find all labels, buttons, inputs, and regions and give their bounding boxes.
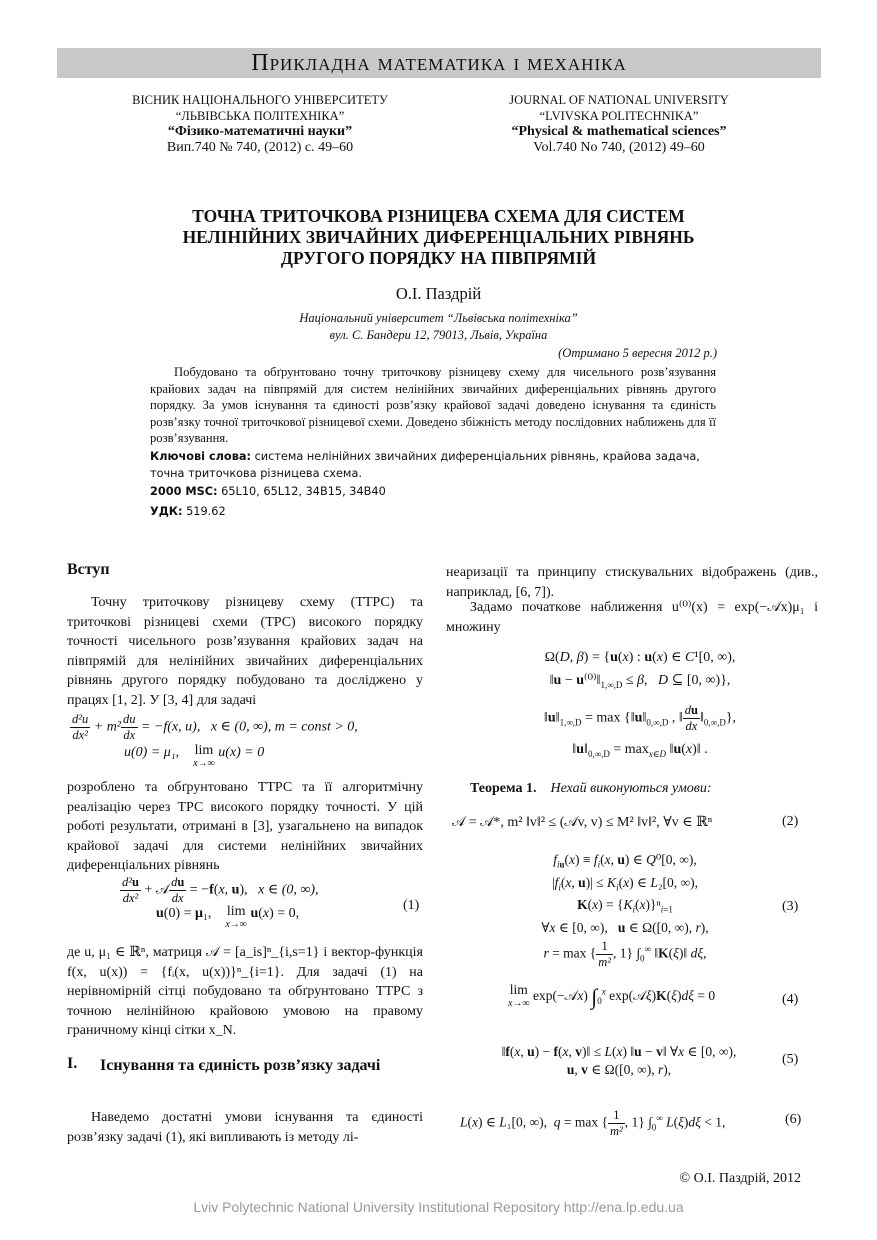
- title-line-1: ТОЧНА ТРИТОЧКОВА РІЗНИЦЕВА СХЕМА ДЛЯ СИСТЕМ: [192, 206, 685, 226]
- header-left-line2: “ЛЬВІВСЬКА ПОЛІТЕХНІКА”: [175, 109, 345, 123]
- keywords-text: система нелінійних звичайних диференціальних рівнянь, крайова задача, точна триточкова різницева схема.: [150, 450, 700, 480]
- paper-title: [80, 206, 797, 269]
- section-intro-heading: Вступ: [67, 561, 110, 578]
- intro-paragraph-3: де u, μ₁ ∈ ℝⁿ, матриця 𝒜 = [a_is]ⁿ_{i,s=1} і вектор-функція f(x, u(x)) = {fᵢ(x, u(x))}ⁿ_{i=1}. Для задачі (1) на нерівномірній сітці побудовано та обґрунтовано ТТРС з точною нелінійною крайовою умовою на правому граничному кінці сітки x_N.: [67, 945, 423, 1039]
- affiliation: [0, 310, 877, 344]
- equation-4: lim x→∞ exp(−𝒜x) $\int_0^x$ exp(𝒜ξ)K(ξ)dξ = 0: [508, 982, 716, 1009]
- equation-1-number: (1): [403, 898, 420, 913]
- intro-equation: $\frac{\text{d²u}}{\text{dx²}}$ + m² $\frac{du}{dx}$ = −f(x, u), x ∈ (0, ∞), m = const > 0, u(0) = μ₁, lim x→∞ u(x) = 0: [72, 712, 358, 769]
- affiliation-line-1: Національний університет “Львівська політехніка”: [299, 311, 578, 325]
- equation-3: $f_{iu}(x) \equiv f_i(x$, u) ∈ Q⁰[0, ∞), $|f_i(x$, $u)| \le K_i(x)$ ∈ L₂[0, ∞), $K(x) = \{K_i(x)\}^n_{i=1}$ ∀x ∈ [0, ∞), u ∈ Ω([0, ∞), r), r = max { $\frac{1}{\text{m²}}$ , 1} $\int_0^\infty$ ‖K(ξ)‖ dξ,: [541, 852, 709, 970]
- equation-6: L(x) ∈ L₁[0, ∞), q = max { $\frac{1}{\text{m²}}$ , 1} $\int_0^\infty$ L(ξ)dξ < 1,: [460, 1108, 726, 1138]
- initial-approximation-paragraph: Задамо початкове наближення u⁽⁰⁾(x) = exp(−𝒜x)μ₁ і множину: [446, 600, 818, 635]
- equation-5-number: (5): [782, 1052, 799, 1067]
- header-left: [95, 92, 425, 156]
- header-left-volume: Вип.740 № 740, (2012) с. 49–60: [166, 140, 354, 155]
- msc-label: 2000 MSC:: [150, 485, 218, 498]
- journal-title-bar: [57, 48, 821, 78]
- header-left-series: “Фізико-математичні науки”: [167, 124, 353, 139]
- theorem-1: [470, 779, 810, 799]
- repository-footer: Lviv Polytechnic National University Institutional Repository http://ena.lp.edu.ua: [193, 1199, 684, 1215]
- abstract: Побудовано та обґрунтовано точну триточкову різницеву схему для чисельного розв’язування крайових задач на півпрямій для систем нелінійних звичайних диференціальних рівнянь другого порядку. За умов існування та єдиності розв’язку крайової задачі доведено існування та єдиність розв’язку точної триточкової різницевої схеми. Доведено збіжність методу послідовних наближень для її розв’язування.: [150, 365, 716, 446]
- equation-2: 𝒜 = 𝒜*, m² ‖v‖² ≤ (𝒜v, v) ≤ M² ‖v‖², ∀v ∈ ℝⁿ: [452, 815, 713, 830]
- keywords: [150, 448, 716, 482]
- omega-set-definition: Ω(D, β) = {u(x) : u(x) ∈ C¹[0, ∞), ‖u − $u^{(0)}‖_{1,\infty,D} \le \beta$, D ⊆ [0, ∞)}, $‖u‖_{1,\infty,D} = \max$ {$‖u‖_{0,\infty,D}$ , ‖ $\frac{du}{dx}$ $‖_{0,\infty,D}$}, $‖u‖_{0,\infty,D} = \max_{x\in D}$ ‖u(x)‖ .: [543, 650, 737, 760]
- equation-6-number: (6): [785, 1112, 802, 1127]
- intro-paragraph-1: Точну триточкову різницеву схему (ТТРС) та триточкові різницеві схеми (ТРС) високого порядку точності чисельного розв’язування крайових задач на півпрямій для нелінійних звичайних диференціальних рівнянь другого порядку побудовано та досліджено у працях [1, 2]. У [3, 4] для задачі: [67, 595, 423, 708]
- title-line-2: НЕЛІНІЙНИХ ЗВИЧАЙНИХ ДИФЕРЕНЦІАЛЬНИХ РІВНЯНЬ: [182, 227, 695, 247]
- theorem-1-text: Нехай виконуються умови:: [550, 781, 712, 796]
- equation-2-number: (2): [782, 814, 799, 829]
- section-1-heading: Існування та єдиність розв’язку задачі: [100, 1057, 381, 1074]
- header-right: [454, 92, 784, 156]
- header-right-series: “Physical & mathematical sciences”: [511, 124, 727, 139]
- equation-5: ‖f(x, u) − f(x, v)‖ ≤ L(x) ‖u − v‖ ∀x ∈ [0, ∞), u, v ∈ Ω([0, ∞), r),: [501, 1044, 737, 1077]
- copyright: © О.І. Паздрій, 2012: [679, 1171, 801, 1186]
- header-right-line1: JOURNAL OF NATIONAL UNIVERSITY: [509, 93, 729, 107]
- msc-codes: [150, 485, 386, 498]
- udk-label: УДК:: [150, 505, 183, 518]
- received-date: (Отримано 5 вересня 2012 р.): [558, 346, 717, 360]
- keywords-label: Ключові слова:: [150, 450, 251, 463]
- udk-text: 519.62: [186, 505, 226, 518]
- journal-title: Прикладна математика і механіка: [251, 50, 627, 76]
- udk-code: [150, 505, 226, 518]
- affiliation-line-2: вул. С. Бандери 12, 79013, Львів, Україна: [329, 328, 548, 342]
- msc-text: 65L10, 65L12, 34B15, 34B40: [221, 485, 386, 498]
- section-1-number: I.: [67, 1055, 78, 1072]
- right-continuation-paragraph: неаризації та принципу стискувальних відображень (див., наприклад, [6, 7]).: [446, 565, 818, 600]
- equation-4-number: (4): [782, 992, 799, 1007]
- header-right-line2: “LVIVSKA POLITECHNIKA”: [539, 109, 699, 123]
- header-right-volume: Vol.740 No 740, (2012) 49–60: [533, 140, 705, 155]
- intro-paragraph-2: розроблено та обґрунтовано ТТРС та її алгоритмічну реалізацію через ТРС високого порядку точності. У цій роботі результати, отримані в [3], узагальнено на випадок крайової задачі для системи нелінійних звичайних диференціальних рівнянь: [67, 780, 423, 874]
- header-left-line1: ВІСНИК НАЦІОНАЛЬНОГО УНІВЕРСИТЕТУ: [132, 93, 388, 107]
- section-1-paragraph: Наведемо достатні умови існування та єдиності розв’язку задачі (1), які випливають із методу лі-: [67, 1110, 423, 1145]
- equation-1: $\frac{\text{d²u}}{\text{dx²}}$ + 𝒜 $\frac{du}{dx}$ = −f(x, u), x ∈ (0, ∞), u(0) = μ₁, lim x→∞ u(x) = 0,: [122, 875, 319, 930]
- title-line-3: ДРУГОГО ПОРЯДКУ НА ПІВПРЯМІЙ: [280, 248, 597, 268]
- equation-3-number: (3): [782, 899, 799, 914]
- theorem-1-label: Теорема 1.: [470, 781, 537, 796]
- author: О.І. Паздрій: [395, 284, 482, 303]
